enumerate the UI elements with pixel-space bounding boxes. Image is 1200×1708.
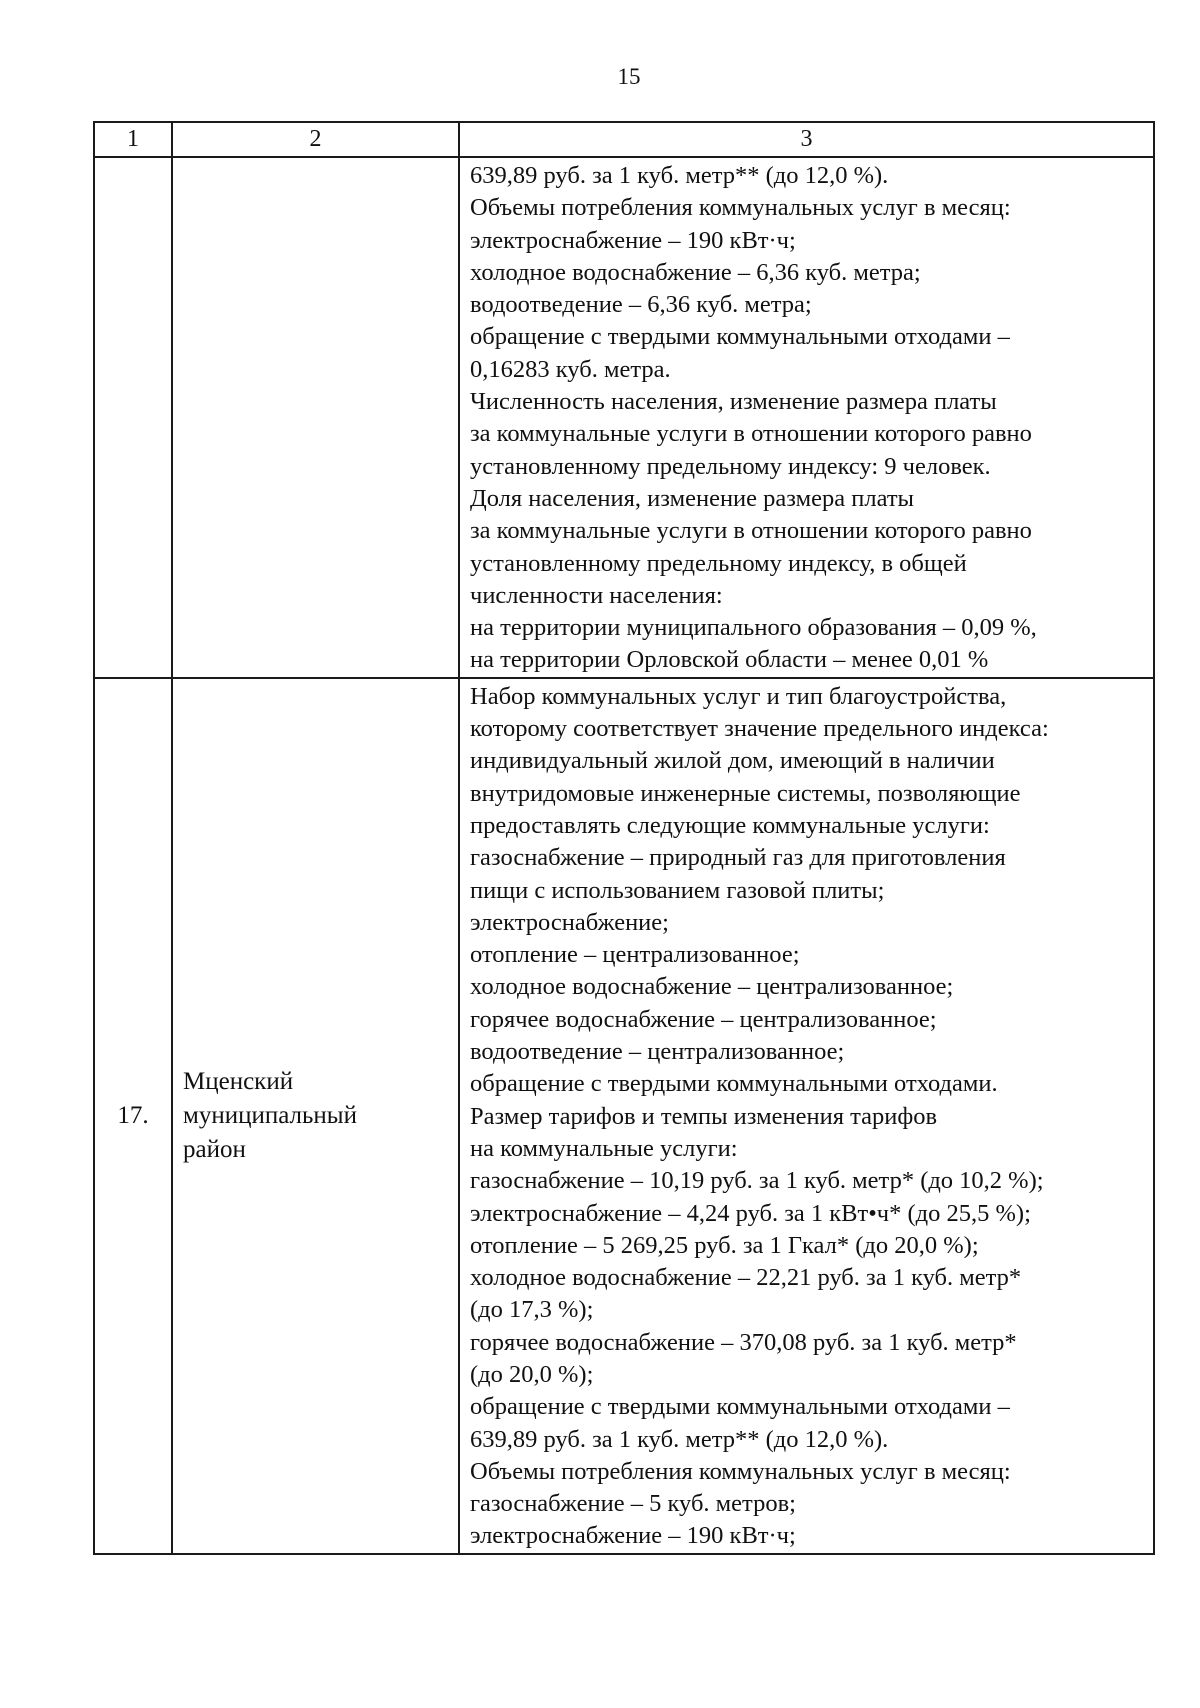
row-number-cell: 17. [94, 678, 172, 1554]
text-line: холодное водоснабжение – 22,21 руб. за 1 куб. метр* [470, 1264, 1022, 1292]
text-line: горячее водоснабжение – 370,08 руб. за 1 куб. метр* [470, 1328, 1017, 1356]
description-cell [459, 157, 1154, 678]
text-line: электроснабжение – 190 кВт·ч; [470, 1522, 796, 1550]
text-line: за коммунальные услуги в отношении которого равно [470, 420, 1032, 448]
column-header-2: 2 [172, 122, 459, 157]
text-line: на коммунальные услуги: [470, 1134, 738, 1162]
text-line: которому соответствует значение предельного индекса: [470, 715, 1049, 743]
text-line: электроснабжение – 4,24 руб. за 1 кВт•ч* (до 25,5 %); [470, 1199, 1031, 1227]
text-line: 639,89 руб. за 1 куб. метр** (до 12,0 %). [470, 1425, 889, 1453]
text-line: 639,89 руб. за 1 куб. метр** (до 12,0 %). [470, 162, 889, 189]
table-row-continued [94, 157, 1154, 678]
text-line: обращение с твердыми коммунальными отходами – [470, 323, 1010, 351]
text-line: водоотведение – 6,36 куб. метра; [470, 291, 812, 319]
table-row-17 [94, 678, 1154, 1554]
tariff-table [93, 121, 1155, 1555]
text-line: газоснабжение – 10,19 руб. за 1 куб. метр* (до 10,2 %); [470, 1167, 1044, 1195]
row-number-cell [94, 157, 172, 678]
text-line: установленному предельному индексу, в общей [470, 549, 967, 577]
municipality-cell [172, 157, 459, 678]
description-text [460, 679, 1153, 1553]
description-cell [459, 678, 1154, 1554]
description-text [460, 158, 1153, 677]
text-line: Доля населения, изменение размера платы [470, 484, 914, 512]
municipality-cell [172, 678, 459, 1554]
municipality-name-line: район [183, 1135, 246, 1163]
table-header-row [94, 122, 1154, 157]
column-header-3: 3 [459, 122, 1154, 157]
text-line: (до 17,3 %); [470, 1296, 594, 1324]
text-line: на территории Орловской области – менее 0,01 % [470, 646, 989, 674]
municipality-name-line: муниципальный [183, 1101, 357, 1129]
text-line: холодное водоснабжение – централизованное; [470, 973, 954, 1001]
text-line: обращение с твердыми коммунальными отходами – [470, 1393, 1010, 1421]
text-line: (до 20,0 %); [470, 1360, 594, 1388]
text-line: Набор коммунальных услуг и тип благоустройства, [470, 682, 1007, 710]
text-line: горячее водоснабжение – централизованное; [470, 1005, 937, 1033]
text-line: индивидуальный жилой дом, имеющий в наличии [470, 747, 995, 775]
text-line: на территории муниципального образования – 0,09 %, [470, 614, 1037, 642]
text-line: Объемы потребления коммунальных услуг в месяц: [470, 1457, 1011, 1485]
text-line: Численность населения, изменение размера платы [470, 388, 997, 416]
text-line: обращение с твердыми коммунальными отходами. [470, 1070, 998, 1098]
text-line: газоснабжение – природный газ для приготовления [470, 844, 1006, 872]
text-line: отопление – централизованное; [470, 941, 800, 969]
text-line: отопление – 5 269,25 руб. за 1 Гкал* (до 20,0 %); [470, 1231, 979, 1259]
text-line: Объемы потребления коммунальных услуг в месяц: [470, 194, 1011, 222]
text-line: газоснабжение – 5 куб. метров; [470, 1490, 796, 1518]
text-line: холодное водоснабжение – 6,36 куб. метра; [470, 258, 921, 286]
text-line: внутридомовые инженерные системы, позволяющие [470, 779, 1021, 807]
column-header-1: 1 [94, 122, 172, 157]
text-line: установленному предельному индексу: 9 человек. [470, 452, 991, 480]
text-line: электроснабжение; [470, 908, 669, 936]
text-line: электроснабжение – 190 кВт·ч; [470, 226, 796, 254]
text-line: 0,16283 куб. метра. [470, 355, 671, 383]
text-line: за коммунальные услуги в отношении которого равно [470, 517, 1032, 545]
text-line: Размер тарифов и темпы изменения тарифов [470, 1102, 938, 1130]
text-line: водоотведение – централизованное; [470, 1038, 845, 1066]
text-line: пищи с использованием газовой плиты; [470, 876, 885, 904]
text-line: предоставлять следующие коммунальные услуги: [470, 811, 990, 839]
municipality-name-line: Мценский [183, 1067, 294, 1095]
page-number: 15 [617, 64, 641, 89]
text-line: численности населения: [470, 581, 723, 609]
